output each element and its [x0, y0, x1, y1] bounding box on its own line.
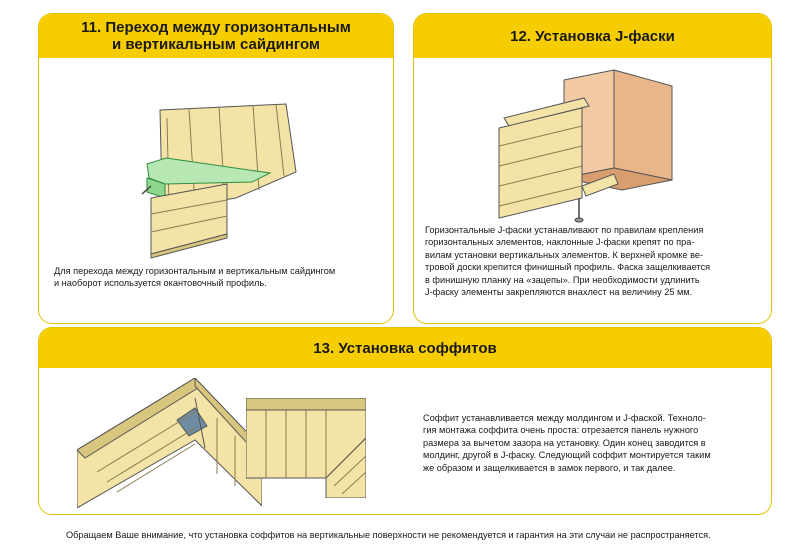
warranty-note: Обращаем Ваше внимание, что установка соффитов на вертикальные поверхности не рекомендуется и гарантия на эти случаи не распространяется. — [66, 530, 711, 540]
text-line: Горизонтальные J-фаски устанавливают по правилам крепления — [425, 225, 704, 235]
text-line: же образом и защелкивается в замок первого, и так далее. — [423, 462, 676, 473]
soffit-illustration-flat — [246, 398, 366, 498]
text-line: J-фаску элементы закрепляются внахлест на величину 25 мм. — [425, 287, 693, 298]
text-line: горизонтальных элементов, наклонные J-фаски крепят по пра- — [425, 237, 695, 248]
text-line: тровой доски крепится финишный профиль. Фаска защелкивается — [425, 262, 711, 273]
section-description — [54, 265, 384, 290]
section-description — [423, 412, 759, 474]
panel-title: 13. Установка соффитов — [39, 328, 771, 368]
j-trim-illustration — [414, 58, 771, 223]
soffit-illustration-corner — [77, 378, 262, 508]
text-line: молдинг, другой в J-фаску. Следующий соффит монтируется таким — [423, 450, 711, 461]
text-line: Для перехода между горизонтальным и вертикальным сайдингом — [54, 266, 336, 276]
panel-title — [39, 14, 393, 58]
title-line: и вертикальным сайдингом — [111, 36, 321, 53]
text-line: Соффит устанавливается между молдингом и J-фаской. Техноло- — [423, 413, 706, 423]
text-line: размера за вычетом зазора на установку. Один конец заводится в — [423, 437, 706, 448]
panel-j-trim — [413, 13, 772, 324]
panel-soffit — [38, 327, 772, 515]
section-description — [425, 224, 759, 298]
text-line: в финишную планку на «зацепы». При необходимости удлинить — [425, 274, 700, 285]
panel-siding-transition — [38, 13, 394, 324]
panel-title: 12. Установка J-фаски — [414, 14, 771, 58]
text-line: гия монтажа соффита очень проста: отрезается панель нужного — [423, 425, 699, 436]
text-line: вилам установки вертикальных элементов. К верхней кромке ве- — [425, 249, 704, 260]
text-line: и наоборот используется окантовочный профиль. — [54, 278, 267, 289]
title-line: 11. Переход между горизонтальным — [81, 19, 351, 36]
